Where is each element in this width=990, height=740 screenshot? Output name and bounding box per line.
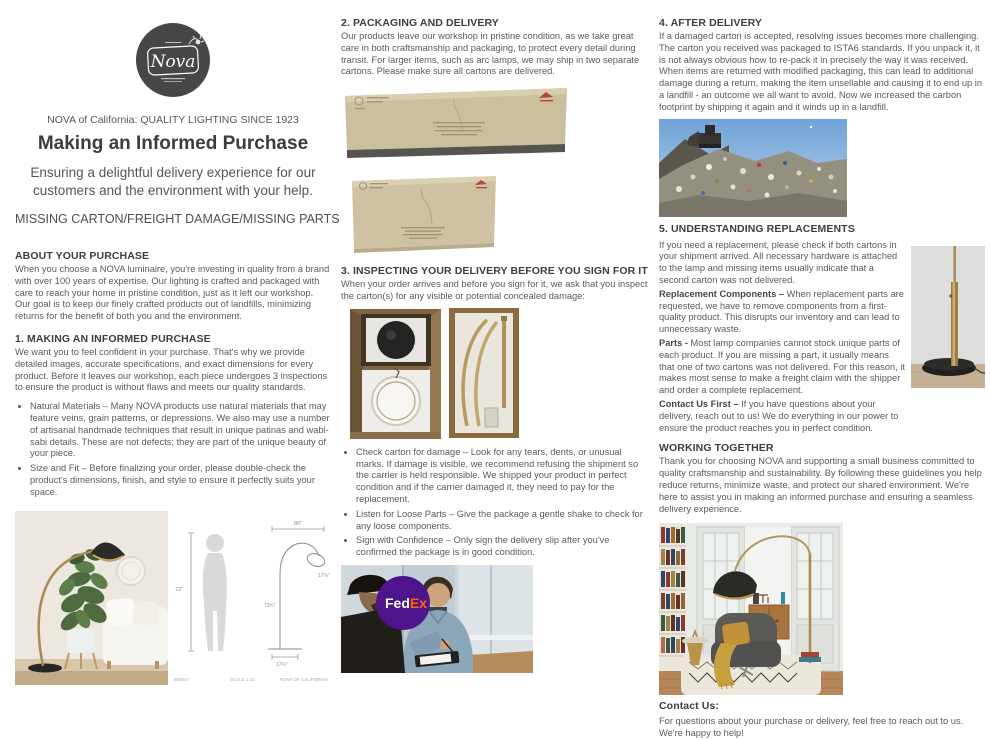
brand-tagline: NOVA of California: QUALITY LIGHTING SINCE 1923 — [47, 114, 299, 126]
about-heading: ABOUT YOUR PURCHASE — [15, 250, 150, 263]
bullet-listen-loose-parts: • Listen for Loose Parts – Give the package a gentle shake to check for any loose components. — [356, 509, 651, 533]
bullet-check-carton: • Check carton for damage – Look for any tears, dents, or unusual marks. If damage is visible, we recommend refusing the shipment so the carrier is held responsible. We shipped your product in perfect condition and if the carrier damaged it, they need to pay for the replacement. — [356, 447, 651, 506]
section5-replacement-components — [659, 289, 905, 336]
dim-base-label: 17¼" — [276, 661, 288, 668]
page-subtitle: Ensuring a delightful delivery experience for our customers and the environment with your help. — [30, 165, 316, 198]
landfill-photo — [659, 119, 847, 217]
bullet-natural-materials: • Natural Materials – Many NOVA products use natural materials that may feature veins, grain patterns, or depressions. We also may use a number of artisanal handmade techniques that result in unique patinas and wabi-sabi details. These are not defects; they are part of the unique beauty of your piece. — [30, 401, 331, 460]
section5-item-text: Most lamp companies cannot stock unique parts of each product. If you are missing a part, it usually means that one of two cartons was not delivered. For this reason, it makes most sense to make a freight claim with the shipper and order a complete replacement. — [659, 337, 905, 396]
open-carton-base-shade-photo — [349, 308, 442, 440]
contact-heading: Contact Us: — [659, 700, 720, 713]
arc-lamp-living-room-photo — [659, 523, 843, 695]
page-title: Making an Informed Purchase — [37, 133, 309, 154]
arc-lamp-lifestyle-photo — [15, 511, 168, 685]
working-together-heading: WORKING TOGETHER — [659, 442, 774, 455]
dim-pole-label: 73¾" — [264, 602, 276, 609]
drawing-caption-scale: SCALE 1:20 — [230, 676, 255, 682]
left-images-row — [15, 511, 331, 685]
section3-bullets — [343, 447, 651, 559]
shipping-carton-photo-2 — [349, 173, 499, 253]
working-together-body: Thank you for choosing NOVA and supporting a small business committed to quality craftsmanship and sustainability. By following these guidelines you help reduce returns, minimize waste, and protect our shared environment. We're here to assist you in making an informed purchase and ensuring a seamless delivery experience. — [659, 456, 982, 514]
topics-banner: MISSING CARTON/FREIGHT DAMAGE/MISSING PARTS — [15, 212, 340, 227]
section5-parts — [659, 338, 905, 397]
open-carton-photos-row — [341, 308, 651, 440]
section5-item-lead: Parts - — [659, 337, 691, 348]
fedex-delivery-signing-photo — [341, 565, 533, 673]
section5-heading: 5. UNDERSTANDING REPLACEMENTS — [659, 222, 855, 235]
section5-item-lead: Replacement Components – — [659, 288, 787, 299]
section1-heading: 1. MAKING AN INFORMED PURCHASE — [15, 333, 211, 346]
section4-heading: 4. AFTER DELIVERY — [659, 17, 763, 29]
nova-logo-icon — [135, 22, 211, 98]
section3-heading: 3. INSPECTING YOUR DELIVERY BEFORE YOU SIGN FOR IT — [341, 265, 648, 278]
right-column — [659, 0, 986, 740]
section5-contact-us-first — [659, 399, 905, 434]
contact-body: For questions about your purchase or delivery, feel free to reach out to us. We're happy to help! — [659, 716, 964, 739]
lamp-pole-base-photo — [911, 246, 985, 388]
section5-block — [659, 238, 986, 435]
open-carton-arc-tubes-photo — [449, 308, 519, 438]
section5-intro: If you need a replacement, please check if both cartons in your shipment arrived. All necessary hardware is attached to the lamp and missing items usually indicate that a second carton was not delivered. — [659, 239, 898, 285]
bullet-sign-confidence: • Sign with Confidence – Only sign the delivery slip after you've confirmed the package is in good condition. — [356, 535, 651, 559]
section1-bullets — [17, 401, 331, 498]
drawing-caption-sku: 858647 — [174, 676, 190, 682]
section5-text — [659, 238, 905, 435]
section5-item-text: When replacement parts are requested, we have to remove components from a first-quality product. This disrupts our inventory and can lead to unnecessary waste. — [659, 288, 904, 335]
section2-heading: 2. PACKAGING AND DELIVERY — [341, 17, 499, 29]
dimension-drawing — [168, 511, 331, 685]
left-column — [15, 0, 340, 685]
about-body: When you choose a NOVA luminaire, you're investing in quality from a brand with over 100 years of expertise. Our lighting is crafted and packaged with care to reach your home in pristine condition, just as it left our workshop. Our goal is to keep our finely crafted products out of landfills, minimizing returns for the benefit of both you and the environment. — [15, 264, 330, 322]
section5-item-lead: Contact Us First – — [659, 398, 742, 409]
fedex-logo-text: FedEx — [385, 594, 428, 611]
shipping-carton-photo-1 — [341, 84, 571, 164]
section2-body: Our products leave our workshop in pristine condition, as we take great care in both craftsmanship and packaging, to protect every detail during transit. For larger items, such as arc lamps, we may ship in two separate cartons. Please make sure all cartons are delivered. — [341, 31, 640, 77]
dim-top-label: 80" — [294, 520, 303, 527]
logo-wrap — [15, 22, 331, 103]
section1-body: We want you to feel confident in your purchase. That's why we provide detailed images, accurate specifications, and exact dimensions for every product. Before it leaves our workshop, each piece undergoes 3 inspections to ensure the product is without flaws and meets our quality standards. — [15, 347, 328, 393]
dim-height-label: 72" — [175, 586, 184, 593]
section3-body: When your order arrives and before you sign for it, we ask that you inspect the carton(s) for any visible or potential concealed damage: — [341, 279, 648, 301]
middle-column — [341, 0, 651, 673]
section4-body: If a damaged carton is accepted, resolving issues becomes more challenging. The carton you received was packaged to ISTA6 standards. If you unpack it, it is not always obvious how to re-pack it in precisely the way it was received. When items are returned with modified packaging, this can lead to additional damage during a return, making the item unsellable and causing it to end up in a landfill - an outcome we all want to avoid. Now we increased the carbon footprint by shipping it again and it winds up in a landfill. — [659, 31, 983, 112]
bullet-size-and-fit: • Size and Fit – Before finalizing your order, please double-check the product's dimensions, finish, and style to ensure it perfectly suits your space. — [30, 463, 331, 498]
logo-text: Nova — [150, 52, 196, 72]
drawing-caption-brand: NOVA OF CALIFORNIA — [280, 676, 328, 682]
section5-item-text: If you have questions about your delivery, reach out to us! We do everything in our power to ensure the product reaches you in perfect condition. — [659, 398, 899, 433]
dim-shade-label: 17⅞" — [318, 572, 330, 579]
